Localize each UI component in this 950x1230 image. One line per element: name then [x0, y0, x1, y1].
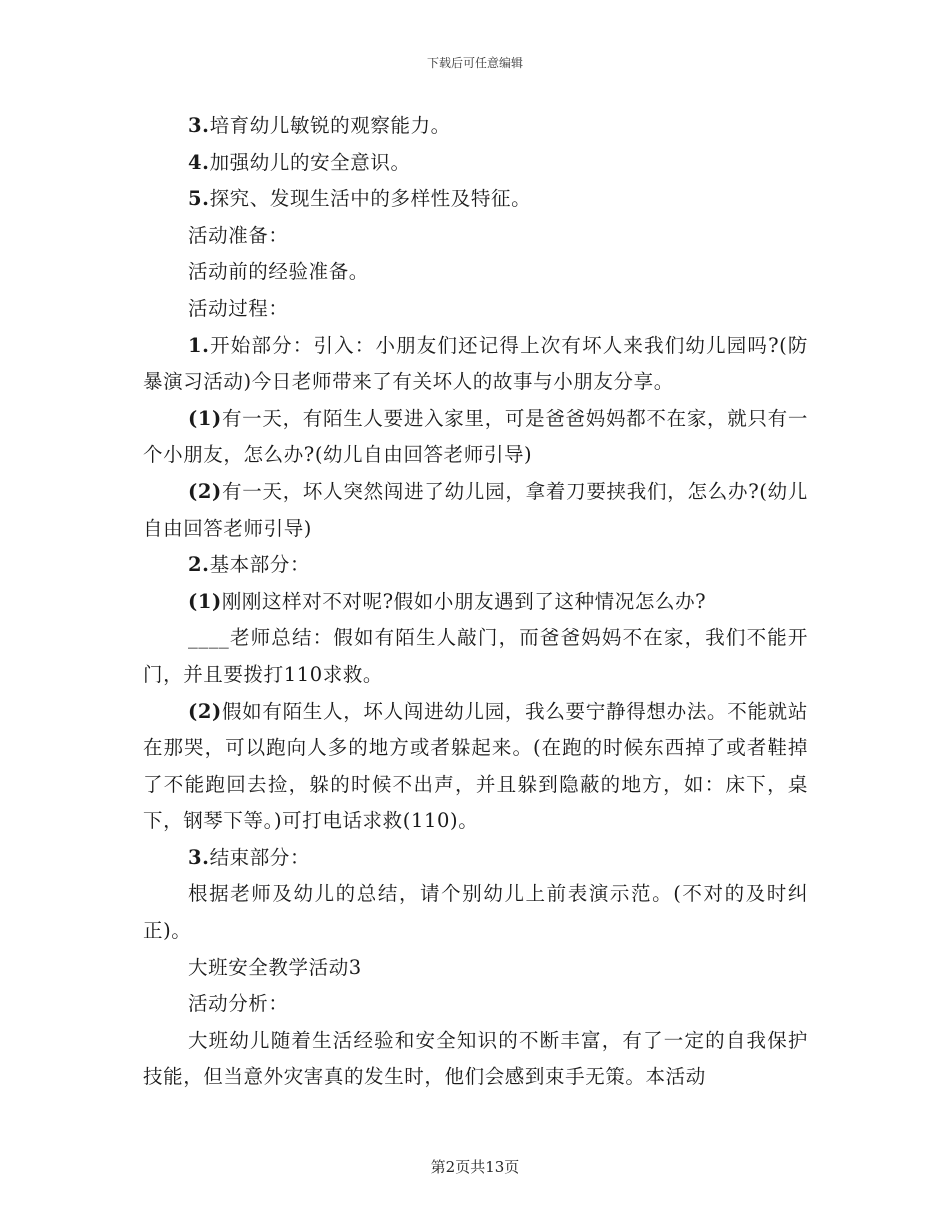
paragraph-text: 加强幼儿的安全意识。	[209, 150, 411, 174]
page-header: 下载后可任意编辑	[426, 56, 523, 70]
paragraph-text: 开始部分：引入：小朋友们还记得上次有坏人来我们幼儿园吗?(防暴演习活动)今日老师带来了有关坏人的故事与小朋友分享。	[143, 333, 808, 394]
paragraph-text: 有一天，有陌生人要进入家里，可是爸爸妈妈都不在家，就只有一个小朋友，怎么办?(幼儿自由回答老师引导)	[143, 406, 808, 467]
paragraph-text: 大班幼儿随着生活经验和安全知识的不断丰富，有了一定的自我保护技能，但当意外灾害真的发生时，他们会感到束手无策。本活动	[143, 1028, 808, 1089]
item-number: 5.	[188, 187, 210, 211]
paragraph	[143, 840, 808, 877]
paragraph	[143, 986, 808, 1023]
item-number: 3.	[188, 845, 210, 869]
paragraph	[143, 876, 808, 949]
paragraph-text: 培育幼儿敏锐的观察能力。	[209, 114, 451, 137]
item-number: (1)	[188, 589, 222, 613]
paragraph-text: 活动分析：	[188, 992, 289, 1016]
item-number: (2)	[188, 699, 222, 723]
paragraph	[143, 694, 808, 840]
paragraph-text: 假如有陌生人，坏人闯进幼儿园，我么要宁静得想办法。不能就站在那哭，可以跑向人多的地方或者躲起来。(在跑的时候东西掉了或者鞋掉了不能跑回去捡，躲的时候不出声，并且躲到隐蔽的地方，如：床下，桌下，钢琴下等。)可打电话求救(110)。	[143, 699, 808, 833]
document-body	[143, 108, 808, 1096]
paragraph	[143, 254, 808, 291]
item-number: (1)	[188, 406, 222, 430]
paragraph-text: 根据老师及幼儿的总结，请个别幼儿上前表演示范。(不对的及时纠正)。	[143, 882, 808, 943]
paragraph	[143, 145, 808, 182]
paragraph-text: 刚刚这样对不对呢?假如小朋友遇到了这种情况怎么办?	[221, 589, 707, 613]
paragraph	[143, 547, 808, 584]
section-title	[143, 950, 808, 987]
paragraph-text: 基本部分：	[209, 553, 311, 577]
paragraph-text: 大班安全教学活动3	[188, 955, 362, 979]
paragraph-text: 活动准备：	[188, 223, 289, 247]
item-number: 1.	[188, 333, 210, 357]
paragraph	[143, 1023, 808, 1096]
item-number: 3.	[188, 114, 210, 137]
paragraph-text: 活动过程：	[188, 296, 289, 320]
paragraph-text: 探究、发现生活中的多样性及特征。	[209, 187, 532, 211]
item-number: 4.	[188, 150, 210, 174]
paragraph-text: 有一天，坏人突然闯进了幼儿园，拿着刀要挟我们，怎么办?(幼儿自由回答老师引导)	[143, 479, 808, 540]
paragraph	[143, 181, 808, 218]
paragraph	[143, 291, 808, 328]
paragraph-text: 结束部分：	[209, 845, 311, 869]
item-number: (2)	[188, 479, 222, 503]
page-footer: 第2页共13页	[430, 1158, 520, 1176]
paragraph	[143, 474, 808, 547]
paragraph	[143, 620, 808, 693]
paragraph-text: 活动前的经验准备。	[188, 260, 369, 284]
paragraph-text: ____老师总结：假如有陌生人敲门，而爸爸妈妈不在家，我们不能开门，并且要拨打110求救。	[143, 626, 808, 686]
paragraph	[143, 401, 808, 474]
item-number: 2.	[188, 553, 210, 577]
paragraph	[143, 328, 808, 401]
paragraph	[143, 108, 808, 145]
paragraph	[143, 584, 808, 621]
paragraph	[143, 218, 808, 255]
